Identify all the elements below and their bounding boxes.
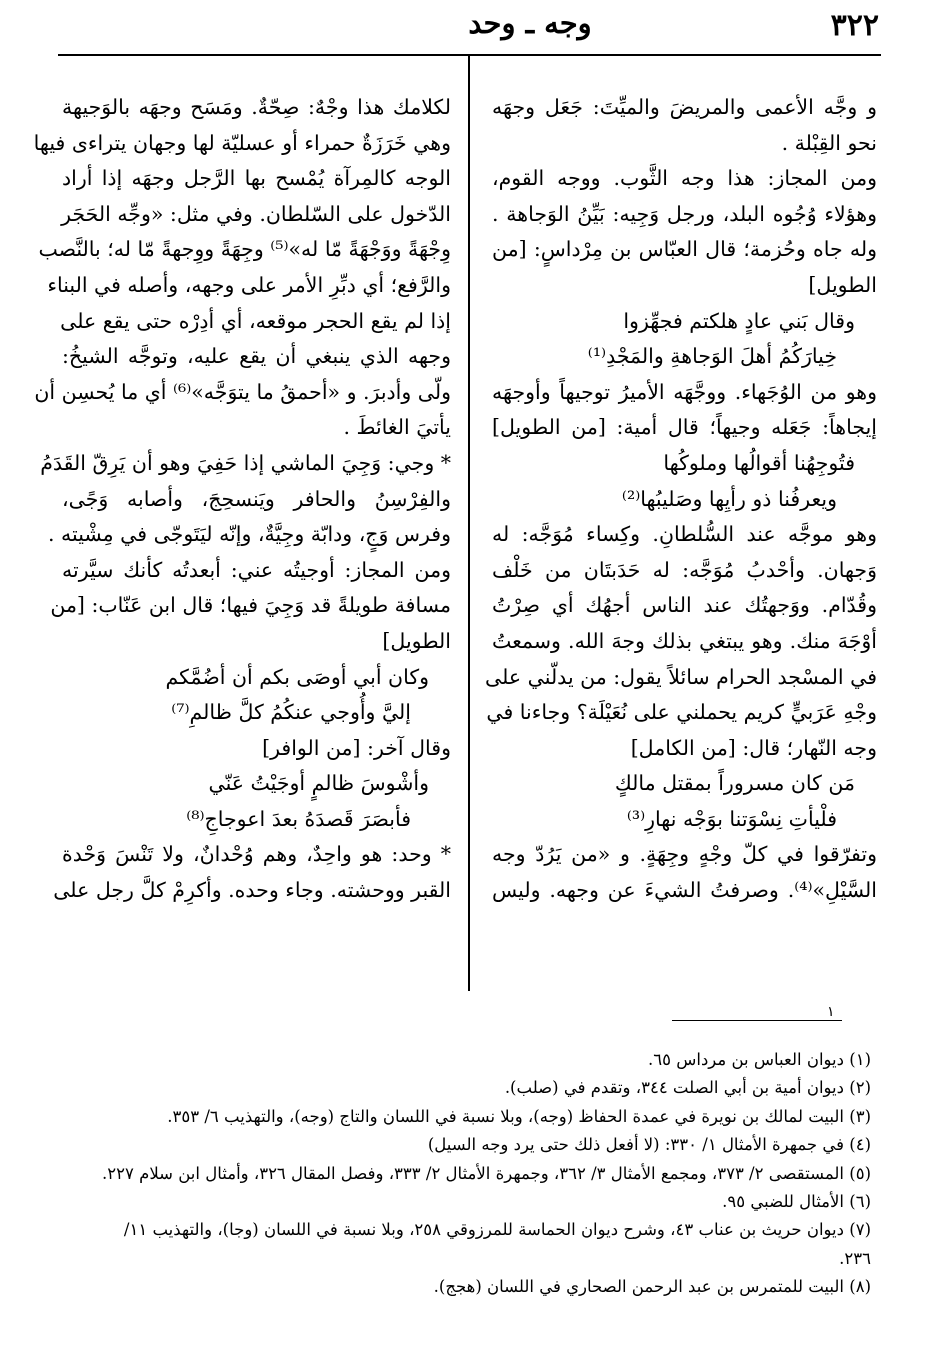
text-line: و وجَّه الأعمى والمريضَ والميِّتَ: جَعَل وجهَه [492, 95, 877, 119]
footnotes [58, 1046, 871, 1302]
verse-line: إليَّ وأُوجي عنكُمُ كلَّ ظالمِ⁽⁷⁾ [171, 700, 411, 725]
text-line: في المسْجد الحرام سائلاً يقول: من يدلّني على [485, 664, 877, 689]
text-line: وهؤلاء وُجُوه البلد، ورجل وَجِيه: بَيِّنُ الوَجاهة . [492, 201, 877, 226]
verse-line: وقال بَني عادٍ هلكتم فجهِّزوا [623, 308, 855, 333]
running-head: وجه ـ وحد [468, 6, 592, 40]
text-line: ولّى وأدبرَ. و «أحمقُ ما يتوَجَّه»⁽⁶⁾ أي ما يُحسِن أن [34, 379, 451, 404]
verse-line: خِيارَكُمُ أهلَ الوَجاهةِ والمَجْدِ⁽¹⁾ [587, 344, 837, 369]
footnote: (٣) البيت لمالك بن نويرة في عمدة الحفاظ (وجه)، وبلا نسبة في اللسان والتاج (وجه)، والتهذيب ٦/ ٣٥٣. [167, 1106, 871, 1126]
text-line: وَجهان. وأحْدبُ مُوَجَّه: له حَدَبتَان من خَلْف [492, 557, 877, 582]
text-line: الطويل] [808, 272, 877, 297]
left-column [33, 90, 451, 909]
text-line: والفِرْسِنُ والحافر ويَنسحِجَ، وأصابه وَجًى، [62, 486, 451, 511]
footnote: (٤) في جمهرة الأمثال ١/ ٣٣٠: (لا أفعل ذلك حتى يرد وجه السيل) [427, 1135, 871, 1155]
text-line: والرَّفع؛ أي دبِّرِ الأمر على وجهه، وأصله في البناء [47, 272, 451, 297]
text-line: إيجاهاً: جَعَله وجيهاً؛ قال أمية: [من الطويل] [492, 415, 877, 440]
text-line: الوجه كالمِرآة يُمْسح بها الرَّجل وجهَه إذا أراد [62, 166, 451, 191]
text-line: وجهه الذي ينبغي أن يقع عليه، وتوجَّه الشيخُ: [62, 344, 451, 369]
text-line: لكلامك هذا وجْهٌ: صِحّةٌ. ومَسَح وجهَه بالوَجيهة [62, 95, 451, 119]
text-line: أوْجَهَ منك. وهو يبتغي بذلك وجهَ الله. وسمعتُ [492, 628, 877, 653]
footnote: (٧) ديوان حريث بن عناب ٤٣، وشرح ديوان الحماسة للمرزوقي ٢٥٨، وبلا نسبة في اللسان (وجا)، والتهذيب ١١/ [123, 1220, 871, 1240]
text-line: وقال آخر: [من الوافر] [262, 735, 451, 760]
text-line: مسافة طويلةً قد وَجِيَ فيها؛ قال ابن عَنّاب: [من [50, 593, 451, 618]
footnote-mark: ١ [827, 1004, 835, 1020]
right-column [485, 90, 877, 909]
text-line: وفرس وَجٍ، ودابّة وجِيَّةٌ، وإنّه ليَتَوجّى في مِشْيته . [48, 522, 451, 547]
text-line: السَّيْلِ»⁽⁴⁾. وصرفتُ الشيءَ عن وجهه. وليس [492, 878, 877, 903]
verse-line: وأشْوسَ ظالمٍ أوجَيْتُ عَنّي [208, 771, 429, 796]
footnote: (٦) الأمثال للضبي ٩٥. [722, 1192, 871, 1212]
text-line: ومن المجاز: أوجيتُه عني: أبعدتُه كأنك سيَّرته [62, 557, 451, 582]
text-line: وله جاه وحُزمة؛ قال العبّاس بن مِرْداسٍ: [من [492, 237, 877, 262]
page-header [60, 6, 879, 50]
text-line: القبر ووحشته. وجاء وحده. وأكرِمْ كلَّ رجل على [53, 878, 451, 903]
text-line: إذا لم يقع الحجر موقعه، أي أدِرْه حتى يقع على [60, 308, 451, 333]
verse-line: فأبصَرَ قَصدَهُ بعدَ اعوجاجِ⁽⁸⁾ [186, 806, 411, 831]
verse-line: ويعرفُنا ذو رأيِها وصَليبُها⁽²⁾ [621, 486, 837, 511]
column-divider [468, 56, 470, 991]
text-line: * وجي: وَجِيَ الماشي إذا حَفِيَ وهو أن يَرِقّ القَدَمُ [40, 450, 451, 475]
text-line: وجْهِ عَرَبيٍّ كريم يحملني على نُعَيْلَة؟ وجاءنا في [486, 700, 877, 725]
text-line: * وحد: هو واحِدٌ، وهم وُحْدانٌ، ولا تَنْسَ وَحْدة [62, 842, 451, 867]
footnote: (٥) المستقصى ٢/ ٣٧٣، ومجمع الأمثال ٣/ ٣٦٢، وجمهرة الأمثال ٢/ ٣٣٣، وفصل المقال ٣٢٦، وأمثال ابن سلام ٢٢٧. [102, 1163, 871, 1183]
verse-line: فلْيأتِ نِسْوَتنا بوَجْه نهارِ⁽³⁾ [626, 806, 837, 831]
text-line: الطويل] [382, 628, 451, 653]
footnote-rule [672, 1020, 842, 1021]
verse-line: مَن كان مسروراً بمقتل مالكٍ [614, 771, 855, 796]
footnote: (١) ديوان العباس بن مرداس ٦٥. [647, 1050, 871, 1069]
text-line: وهي خَرَزَةٌ حمراء أو عسليّة لها وجهان يتراءى فيها [33, 130, 451, 155]
text-line: الدّخول على السّلطان. وفي مثل: «وجِّه الحَجَر [61, 201, 451, 226]
text-line: نحو القِبْلة . [781, 130, 877, 155]
footnote: ٢٣٦. [839, 1248, 871, 1268]
text-line: وتفرّقوا في كلّ وجْهٍ وجِهَةٍ. و «من يَرُدّ وجه [492, 842, 877, 867]
text-line: ومن المجاز: هذا وجه الثَّوب. ووجه القوم، [492, 166, 877, 191]
text-line: وهو من الوُجَهاء. ووجَّهَه الأميرُ توجيهاً وأوجهَه [492, 379, 877, 404]
text-line: يأتيَ الغائطَ . [343, 415, 451, 440]
page-number: ٣٢٢ [830, 8, 879, 43]
text-line: وِجْهَةً ووَجْهَةً مّا له»⁽⁵⁾ وجِهَةً ووِجهةً مّا له؛ بالنَّصب [38, 237, 451, 262]
verse-line: فتُوجِهُنا أقوالُها وملوكُها [663, 450, 855, 475]
text-line: وهو موجَّه عند السُّلطانِ. وكِساء مُوَجَّه: له [492, 522, 877, 547]
verse-line: وكان أبي أوصَى بكم أن أضُمَّكم [165, 664, 429, 689]
footnote: (٨) البيت للمتمرس بن عبد الرحمن الصحاري في اللسان (هجج). [433, 1277, 871, 1297]
footnote: (٢) ديوان أمية بن أبي الصلت ٣٤٤، وتقدم في (صلب). [504, 1078, 871, 1098]
text-line: وجه النّهار؛ قال: [من الكامل] [630, 735, 877, 760]
text-line: وقُدّام. ووَجهتُك عند الناس أجهُك أي صِرْتُ [492, 593, 877, 618]
